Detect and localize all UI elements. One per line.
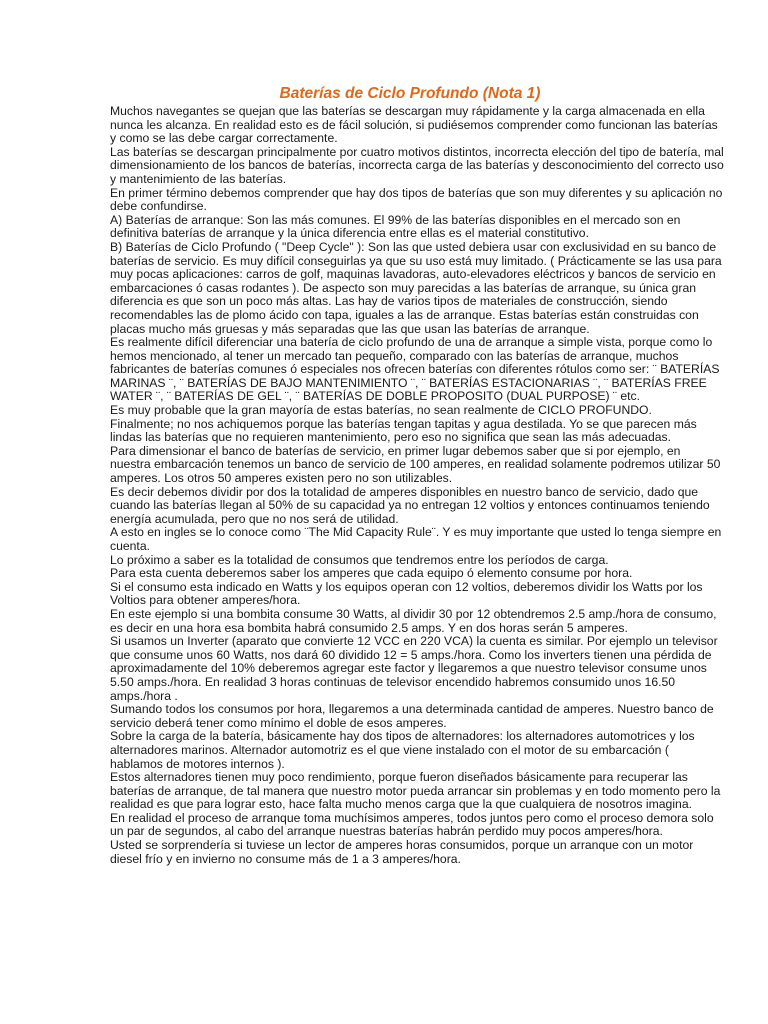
- paragraph: Sobre la carga de la batería, básicamente hay dos tipos de alternadores: los alternadores automotrices y los alternadores marinos. Alternador automotriz es el que viene instalado con el motor de su embarcación ( hablamos de motores internos ).: [110, 729, 695, 771]
- paragraph: Para dimensionar el banco de baterías de servicio, en primer lugar debemos saber que si por ejemplo, en nuestra embarcación tenemos un banco de servicio de 100 amperes, en realidad solamente podremos utilizar 50 amperes. Los otros 50 amperes existen pero no son utilizables.: [110, 443, 721, 486]
- paragraph: Si usamos un Inverter (aparato que convierte 12 VCC en 220 VCA) la cuenta es similar. Por ejemplo un televisor que consume unos 60 Watts, nos dará 60 dividido 12 = 5 amps./hora. Como los inverters tienen una pérdida de aproximadamente del 10% deberemos agregar este factor y llegaremos a que nuestro televisor consume unos 5.50 amps./hora. En realidad 3 horas continuas de televisor encendido habremos consumido unos 16.50 amps./hora .: [110, 634, 718, 703]
- paragraph: Sumando todos los consumos por hora, llegaremos a una determinada cantidad de amperes. Nuestro banco de servicio deberá tener como mínimo el doble de esos amperes.: [110, 702, 714, 730]
- paragraph: Las baterías se descargan principalmente por cuatro motivos distintos, incorrecta elección del tipo de batería, mal dimensionamiento de los bancos de baterías, incorrecta carga de las baterías y desconocimiento del correcto uso y mantenimiento de las baterías.: [110, 144, 724, 186]
- paragraph: Es realmente difícil diferenciar una batería de ciclo profundo de una de arranque a simple vista, porque como lo hemos mencionado, al tener un mercado tan pequeño, comparado con las baterías de arranque, muchos fabricantes de baterías comunes ó especiales nos ofrecen baterías con diferentes rótulos como ser: ¨ BATERÍAS MARINAS ¨, ¨ BATERÍAS DE BAJO MANTENIMIENTO ¨, ¨ BATERÍAS ESTACIONARIAS ¨, ¨ BATERÍAS FREE WATER ¨, ¨ BATERÍAS DE GEL ¨, ¨ BATERÍAS DE DOBLE PROPOSITO (DUAL PURPOSE) ¨ etc.: [110, 335, 720, 404]
- paragraph: Es muy probable que la gran mayoría de estas baterías, no sean realmente de CICLO PROFUNDO.: [110, 403, 652, 418]
- paragraph: Lo próximo a saber es la totalidad de consumos que tendremos entre los períodos de carga.: [110, 552, 609, 567]
- paragraph: A esto en ingles se lo conoce como ¨The Mid Capacity Rule¨. Y es muy importante que usted lo tenga siempre en cuenta.: [110, 525, 722, 553]
- paragraph: Usted se sorprendería si tuviese un lector de amperes horas consumidos, porque un arranque con un motor diesel frío y en invierno no consume más de 1 a 3 amperes/hora.: [110, 838, 694, 866]
- paragraph: Estos alternadores tienen muy poco rendimiento, porque fueron diseñados básicamente para recuperar las baterías de arranque, de tal manera que nuestro motor pueda arrancar sin problemas y en todo momento pero la realidad es que para lograr esto, hace falta mucho menos carga que la que cualquiera de nosotros imagina.: [110, 770, 721, 812]
- document-body: [110, 105, 724, 866]
- paragraph: En primer término debemos comprender que hay dos tipos de baterías que son muy diferentes y su aplicación no debe confundirse.: [110, 185, 723, 214]
- paragraph: A) Baterías de arranque: Son las más comunes. El 99% de las baterías disponibles en el mercado son en definitiva baterías de arranque y la única diferencia entre ellas es el material constitutivo.: [110, 212, 681, 241]
- paragraph: Finalmente; no nos achiquemos porque las baterías tengan tapitas y agua destilada. Yo se que parecen más lindas las baterías que no requieren mantenimiento, pero eso no significa que sean las más adecuadas.: [110, 416, 697, 445]
- paragraph: B) Baterías de Ciclo Profundo ( "Deep Cycle" ): Son las que usted debiera usar con exclusividad en su banco de baterías de servicio. Es muy difícil conseguirlas ya que su uso está muy limitado. ( Prácticamente se las usa para muy pocas aplicaciones: carros de golf, maquinas lavadoras, auto-elevadores eléctricos y bancos de servicio en embarcaciones ó casas rodantes ). De aspecto son muy parecidas a las baterías de arranque, su única gran diferencia es que son un poco más altas. Las hay de varios tipos de materiales de construcción, siendo recomendables las de plomo ácido con tapa, iguales a las de arranque. Estas baterías están construidas con placas mucho más gruesas y más separadas que las que usan las baterías de arranque.: [110, 239, 722, 336]
- paragraph: Muchos navegantes se quejan que las baterías se descargan muy rápidamente y la carga almacenada en ella nunca les alcanza. En realidad esto es de fácil solución, si pudiésemos comprender como funcionan las baterías y como se las debe cargar correctamente.: [110, 104, 718, 146]
- paragraph: Si el consumo esta indicado en Watts y los equipos operan con 12 voltios, deberemos dividir los Watts por los Voltios para obtener amperes/hora.: [110, 579, 703, 608]
- document-title: Baterías de Ciclo Profundo (Nota 1): [279, 85, 541, 102]
- paragraph: En realidad el proceso de arranque toma muchísimos amperes, todos juntos pero como el proceso demora solo un par de segundos, al cabo del arranque nuestras baterías habrán perdido muy pocos amperes/hora.: [110, 810, 714, 839]
- paragraph: Para esta cuenta deberemos saber los amperes que cada equipo ó elemento consume por hora.: [110, 566, 633, 581]
- paragraph: En este ejemplo si una bombita consume 30 Watts, al dividir 30 por 12 obtendremos 2.5 amp./hora de consumo, es decir en una hora esa bombita habrá consumido 2.5 amps. Y en dos horas serán 5 amperes.: [110, 606, 717, 635]
- paragraph: Es decir debemos dividir por dos la totalidad de amperes disponibles en nuestro banco de servicio, dado que cuando las baterías llegan al 50% de su capacidad ya no entregan 12 voltios y entonces continuamos teniendo energía acumulada, pero que no nos será de utilidad.: [110, 484, 710, 526]
